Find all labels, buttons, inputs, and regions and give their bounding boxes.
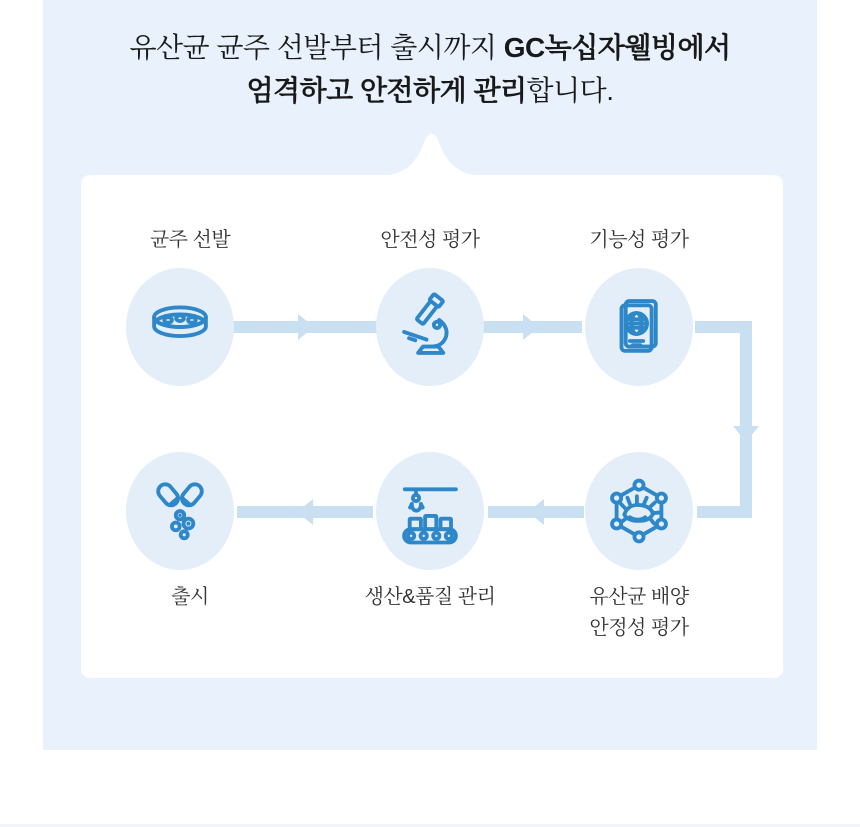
arrow-right-icon (298, 314, 314, 340)
step-circle-production-quality (376, 452, 484, 570)
step-label-line1: 유산균 배양 (589, 586, 689, 608)
title-line2-regular: 합니다. (526, 75, 614, 106)
step-label-functionality-evaluation: 기능성 평가 (589, 229, 689, 251)
process-card (81, 175, 783, 678)
step-circle-safety-evaluation (376, 268, 484, 386)
passport-icon (604, 292, 674, 362)
step-label-launch: 출시 (171, 586, 209, 608)
step-label-culture-stability (519, 582, 759, 644)
arrow-left-icon (297, 499, 313, 525)
title-line2-bold: 엄격하고 안전하게 관리 (246, 75, 527, 106)
title-line-2 (43, 69, 817, 112)
title-line-1 (43, 26, 817, 69)
step-circle-functionality-evaluation (585, 268, 693, 386)
arrow-left-icon (528, 499, 544, 525)
title-line1-bold: GC녹십자웰빙에서 (503, 32, 731, 63)
quality-panel (43, 0, 817, 750)
speech-bubble-tail (378, 132, 485, 176)
molecule-hexagon-icon (604, 476, 674, 546)
capsule-icon (145, 476, 215, 546)
step-circle-culture-stability (585, 452, 693, 570)
connector-vertical (740, 321, 752, 518)
microscope-icon (395, 292, 465, 362)
connector-elbow-step4 (697, 506, 752, 518)
step-circle-launch (126, 452, 234, 570)
title-line1-regular: 유산균 균주 선발부터 출시까지 (129, 32, 504, 63)
arrow-down-icon (733, 426, 759, 442)
petri-dish-icon (145, 292, 215, 362)
step-label-production-quality: 생산&품질 관리 (364, 586, 496, 608)
conveyor-icon (395, 476, 465, 546)
step-circle-strain-selection (126, 268, 234, 386)
page-title (43, 26, 817, 112)
arrow-right-icon (523, 314, 539, 340)
step-label-safety-evaluation: 안전성 평가 (380, 229, 480, 251)
step-label-line2: 안정성 평가 (589, 617, 689, 639)
step-label-strain-selection: 균주 선발 (149, 229, 231, 251)
